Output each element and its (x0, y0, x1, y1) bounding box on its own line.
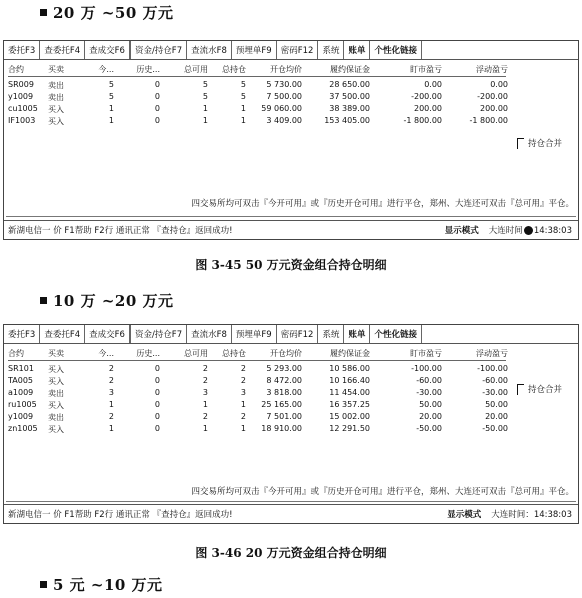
tab-8[interactable]: 账单 (344, 325, 370, 343)
cell-mark-to-market-pl: 20.00 (419, 412, 442, 421)
table-row[interactable] (8, 411, 506, 423)
column-header-floating-pl[interactable]: 浮动盈亏 (476, 65, 508, 74)
divider (6, 216, 576, 217)
cell-side: 买入 (48, 377, 64, 386)
tab-1[interactable]: 查委托F4 (40, 325, 85, 343)
cell-history: 0 (154, 104, 160, 113)
cell-total-position: 3 (240, 388, 246, 397)
column-header-contract[interactable]: 合约 (8, 65, 24, 74)
cell-total-available: 1 (202, 400, 208, 409)
cell-today: 1 (108, 116, 114, 125)
cell-today: 1 (108, 424, 114, 433)
column-header-total-available[interactable]: 总可用 (184, 65, 208, 74)
cell-total-available: 1 (202, 424, 208, 433)
tab-3[interactable]: 资金/持仓F7 (130, 41, 187, 59)
table-header (8, 63, 506, 77)
figure-caption-2: 图 3-46 20 万元资金组合持仓明细 (195, 546, 387, 560)
tab-9[interactable]: 个性化链接 (370, 325, 422, 343)
cell-avg-open-price: 18 910.00 (261, 424, 302, 433)
tab-4[interactable]: 查流水F8 (187, 325, 232, 343)
cell-contract: y1009 (8, 92, 34, 101)
cell-contract: ru1005 (8, 400, 37, 409)
cell-margin: 37 500.00 (329, 92, 370, 101)
column-header-history[interactable]: 历史... (136, 65, 160, 74)
column-header-total-position[interactable]: 总持仓 (222, 65, 246, 74)
cell-side: 买入 (48, 365, 64, 374)
cell-mark-to-market-pl: 200.00 (414, 104, 442, 113)
cell-total-available: 2 (202, 412, 208, 421)
cell-total-position: 1 (240, 104, 246, 113)
cell-floating-pl: 20.00 (485, 412, 508, 421)
bullet-square-icon (40, 297, 47, 304)
merge-positions-toggle[interactable]: 持仓合并 (517, 137, 562, 149)
cell-today: 3 (108, 388, 114, 397)
cell-floating-pl: -30.00 (482, 388, 508, 397)
cell-side: 买入 (48, 401, 64, 410)
cell-margin: 11 454.00 (329, 388, 370, 397)
cell-avg-open-price: 7 500.00 (266, 92, 302, 101)
cell-floating-pl: 0.00 (490, 80, 508, 89)
section-heading-2: 10 万 ~20 万元 (40, 290, 173, 311)
cell-today: 5 (108, 80, 114, 89)
table-row[interactable] (8, 91, 506, 103)
tab-6[interactable]: 密码F12 (277, 41, 319, 59)
status-message: 新湖电信一 价 F1帮助 F2行 通讯正常 『查持仓』返回成功! (8, 510, 233, 520)
position-table (8, 347, 506, 435)
cell-floating-pl: -50.00 (482, 424, 508, 433)
cell-mark-to-market-pl: -1 800.00 (403, 116, 442, 125)
cell-total-available: 1 (202, 116, 208, 125)
column-header-mark-to-market-pl[interactable]: 盯市盈亏 (410, 65, 442, 74)
table-row[interactable] (8, 79, 506, 91)
cell-total-available: 5 (202, 80, 208, 89)
cell-avg-open-price: 59 060.00 (261, 104, 302, 113)
trading-window-1 (3, 40, 579, 240)
status-bar (4, 220, 578, 239)
cell-margin: 28 650.00 (329, 80, 370, 89)
cell-side: 卖出 (48, 93, 64, 102)
tab-4[interactable]: 查流水F8 (187, 41, 232, 59)
tab-2[interactable]: 查成交F6 (85, 325, 130, 343)
cell-avg-open-price: 3 818.00 (266, 388, 302, 397)
tab-7[interactable]: 系统 (318, 325, 344, 343)
cell-mark-to-market-pl: -200.00 (411, 92, 442, 101)
tab-1[interactable]: 查委托F4 (40, 41, 85, 59)
cell-side: 卖出 (48, 81, 64, 90)
cell-today: 5 (108, 92, 114, 101)
cell-total-position: 5 (240, 92, 246, 101)
clock: 大连时间 14:38:03 (488, 226, 572, 236)
cell-today: 2 (108, 376, 114, 385)
cursor-dot-icon (524, 226, 533, 235)
clock: 大连时间：14:38:03 (491, 510, 572, 520)
cell-avg-open-price: 5 730.00 (266, 80, 302, 89)
cell-margin: 38 389.00 (329, 104, 370, 113)
cell-total-available: 3 (202, 388, 208, 397)
table-row[interactable] (8, 423, 506, 435)
cell-contract: cu1005 (8, 104, 38, 113)
column-header-floating-pl[interactable]: 浮动盈亏 (476, 349, 508, 358)
bullet-square-icon (40, 581, 47, 588)
cell-history: 0 (154, 80, 160, 89)
column-header-margin[interactable]: 履约保证金 (330, 65, 370, 74)
cell-today: 1 (108, 400, 114, 409)
column-header-total-position[interactable]: 总持仓 (222, 349, 246, 358)
table-row[interactable] (8, 363, 506, 375)
column-header-total-available[interactable]: 总可用 (184, 349, 208, 358)
cell-mark-to-market-pl: 50.00 (419, 400, 442, 409)
cell-history: 0 (154, 116, 160, 125)
cell-side: 买入 (48, 425, 64, 434)
cell-mark-to-market-pl: -60.00 (416, 376, 442, 385)
cell-history: 0 (154, 412, 160, 421)
cell-contract: y1009 (8, 412, 34, 421)
cell-contract: SR101 (8, 364, 34, 373)
position-table (8, 63, 506, 127)
cell-margin: 153 405.00 (324, 116, 370, 125)
cell-history: 0 (154, 376, 160, 385)
cell-total-available: 2 (202, 376, 208, 385)
cell-side: 买入 (48, 117, 64, 126)
tab-2[interactable]: 查成交F6 (85, 41, 130, 59)
bracket-icon (517, 384, 524, 395)
trading-window-2 (3, 324, 579, 524)
cell-history: 0 (154, 400, 160, 409)
cell-avg-open-price: 8 472.00 (266, 376, 302, 385)
cell-margin: 16 357.25 (329, 400, 370, 409)
section-heading-3: 5 元 ~10 万元 (40, 574, 163, 595)
cell-side: 卖出 (48, 413, 64, 422)
cell-today: 1 (108, 104, 114, 113)
cell-today: 2 (108, 364, 114, 373)
tab-bar (4, 325, 578, 344)
cell-avg-open-price: 3 409.00 (266, 116, 302, 125)
table-header (8, 347, 506, 361)
column-header-avg-open-price[interactable]: 开仓均价 (270, 349, 302, 358)
cell-history: 0 (154, 364, 160, 373)
tab-bar (4, 41, 578, 60)
cell-floating-pl: 200.00 (480, 104, 508, 113)
column-header-today[interactable]: 今... (98, 65, 114, 74)
cell-total-position: 1 (240, 116, 246, 125)
cell-margin: 12 291.50 (329, 424, 370, 433)
table-row[interactable] (8, 399, 506, 411)
cell-history: 0 (154, 388, 160, 397)
tab-0[interactable]: 委托F3 (4, 41, 40, 59)
column-header-today[interactable]: 今... (98, 349, 114, 358)
cell-total-position: 5 (240, 80, 246, 89)
cell-contract: a1009 (8, 388, 34, 397)
cell-total-position: 1 (240, 424, 246, 433)
tab-3[interactable]: 资金/持仓F7 (130, 325, 187, 343)
tab-6[interactable]: 密码F12 (277, 325, 319, 343)
cell-contract: SR009 (8, 80, 34, 89)
tab-7[interactable]: 系统 (318, 41, 344, 59)
table-row[interactable] (8, 103, 506, 115)
cell-side: 买入 (48, 105, 64, 114)
cell-total-position: 1 (240, 400, 246, 409)
cell-contract: TA005 (8, 376, 34, 385)
cell-contract: IF1003 (8, 116, 36, 125)
cell-total-position: 2 (240, 412, 246, 421)
tab-5[interactable]: 预埋单F9 (232, 325, 277, 343)
cell-margin: 10 166.40 (329, 376, 370, 385)
tab-9[interactable]: 个性化链接 (370, 41, 422, 59)
merge-positions-toggle[interactable]: 持仓合并 (517, 383, 562, 395)
section-heading-1: 20 万 ~50 万元 (40, 2, 173, 23)
display-mode-button[interactable]: 显示模式 (444, 226, 479, 236)
cell-total-available: 2 (202, 364, 208, 373)
column-header-side[interactable]: 买卖 (48, 65, 64, 74)
cell-total-available: 1 (202, 104, 208, 113)
cell-mark-to-market-pl: -50.00 (416, 424, 442, 433)
cell-total-available: 5 (202, 92, 208, 101)
column-header-history[interactable]: 历史... (136, 349, 160, 358)
cell-mark-to-market-pl: 0.00 (424, 80, 442, 89)
cell-mark-to-market-pl: -30.00 (416, 388, 442, 397)
table-row[interactable] (8, 115, 506, 127)
status-bar (4, 504, 578, 523)
cell-total-position: 2 (240, 364, 246, 373)
table-row[interactable] (8, 387, 506, 399)
cell-floating-pl: 50.00 (485, 400, 508, 409)
cell-total-position: 2 (240, 376, 246, 385)
cell-mark-to-market-pl: -100.00 (411, 364, 442, 373)
cell-floating-pl: -1 800.00 (469, 116, 508, 125)
column-header-margin[interactable]: 履约保证金 (330, 349, 370, 358)
cell-history: 0 (154, 424, 160, 433)
cell-history: 0 (154, 92, 160, 101)
tab-8[interactable]: 账单 (344, 41, 370, 59)
cell-side: 卖出 (48, 389, 64, 398)
cell-avg-open-price: 5 293.00 (266, 364, 302, 373)
cell-floating-pl: -60.00 (482, 376, 508, 385)
cell-floating-pl: -100.00 (477, 364, 508, 373)
figure-caption-1: 图 3-45 50 万元资金组合持仓明细 (195, 258, 387, 272)
column-header-mark-to-market-pl[interactable]: 盯市盈亏 (410, 349, 442, 358)
cell-margin: 15 002.00 (329, 412, 370, 421)
column-header-avg-open-price[interactable]: 开仓均价 (270, 65, 302, 74)
hint-text: 四交易所均可双击『今开可用』或『历史开仓可用』进行平仓，郑州、大连还可双击『总可用』平仓。 (191, 487, 574, 497)
hint-text: 四交易所均可双击『今开可用』或『历史开仓可用』进行平仓，郑州、大连还可双击『总可用』平仓。 (191, 199, 574, 209)
tab-0[interactable]: 委托F3 (4, 325, 40, 343)
divider (6, 501, 576, 502)
display-mode-button[interactable]: 显示模式 (447, 510, 482, 520)
cell-floating-pl: -200.00 (477, 92, 508, 101)
bracket-icon (517, 138, 524, 149)
column-header-side[interactable]: 买卖 (48, 349, 64, 358)
tab-5[interactable]: 预埋单F9 (232, 41, 277, 59)
cell-avg-open-price: 7 501.00 (266, 412, 302, 421)
cell-margin: 10 586.00 (329, 364, 370, 373)
column-header-contract[interactable]: 合约 (8, 349, 24, 358)
cell-avg-open-price: 25 165.00 (261, 400, 302, 409)
cell-today: 2 (108, 412, 114, 421)
cell-contract: zn1005 (8, 424, 38, 433)
status-message: 新湖电信一 价 F1帮助 F2行 通讯正常 『查持仓』返回成功! (8, 226, 233, 236)
bullet-square-icon (40, 9, 47, 16)
table-row[interactable] (8, 375, 506, 387)
